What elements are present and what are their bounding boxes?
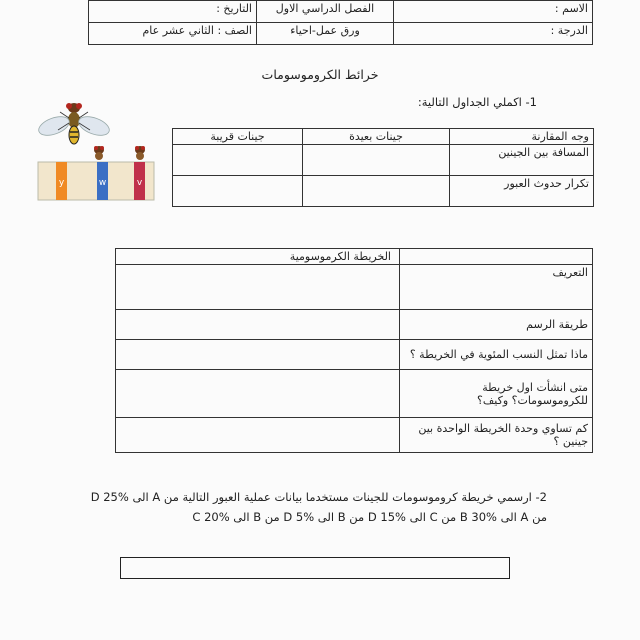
drawing-answer-box[interactable] — [120, 557, 510, 579]
header-table — [88, 0, 593, 45]
comparison-row-label: المسافة بين الجينين — [450, 145, 594, 176]
fly-chromosome-figure — [36, 90, 156, 205]
date-label: التاريخ : — [89, 1, 257, 23]
answer-cell[interactable] — [116, 265, 400, 310]
class-label: الصف : الثاني عشر عام — [89, 23, 257, 45]
comparison-header: جينات قريبة — [173, 129, 303, 145]
small-fly-icon — [135, 146, 145, 160]
question-2-line-1: 2- ارسمي خريطة كروموسومات للجينات مستخدما بيانات عملية العبور التالية من A الى D 25% — [90, 490, 547, 504]
answer-cell[interactable] — [116, 310, 400, 340]
answer-cell[interactable] — [116, 370, 400, 418]
answer-cell[interactable] — [303, 176, 450, 207]
question-1: 1- اكملي الجداول التالية: — [417, 95, 537, 109]
gene-label-y: y — [58, 178, 65, 188]
name-label: الاسم : — [394, 1, 593, 23]
chromosome-map-table — [115, 248, 593, 453]
worksheet-label: ورق عمل-احياء — [257, 23, 394, 45]
question-2 — [87, 487, 547, 527]
comparison-header: وجه المقارنة — [450, 129, 594, 145]
question-2-line-2: من A الى B 30% من C الى D 15% من B الى D 5% من B الى C 20% — [192, 510, 547, 524]
answer-cell[interactable] — [173, 176, 303, 207]
answer-cell[interactable] — [173, 145, 303, 176]
answer-cell[interactable] — [116, 418, 400, 453]
comparison-row-label: تكرار حدوث العبور — [450, 176, 594, 207]
small-fly-icon — [94, 146, 104, 160]
map-row-label: طريقة الرسم — [400, 310, 593, 340]
gene-label-w: w — [98, 178, 107, 188]
comparison-table — [172, 128, 594, 207]
map-row-label: كم تساوي وحدة الخريطة الواحدة بين جينين ؟ — [400, 418, 593, 453]
gene-label-v: v — [136, 178, 143, 188]
answer-cell[interactable] — [116, 340, 400, 370]
map-row-label: التعريف — [400, 265, 593, 310]
comparison-header: جينات بعيدة — [303, 129, 450, 145]
page-title: خرائط الكروموسومات — [261, 67, 379, 82]
map-row-label: متى انشأت اول خريطة للكروموسومات؟ وكيف؟ — [400, 370, 593, 418]
grade-label: الدرجة : — [394, 23, 593, 45]
map-header: الخريطة الكرموسومية — [116, 249, 400, 265]
map-row-label: ماذا تمثل النسب المئوية في الخريطة ؟ — [400, 340, 593, 370]
fly-icon — [36, 103, 112, 144]
map-header-empty — [400, 249, 593, 265]
answer-cell[interactable] — [303, 145, 450, 176]
semester-label: الفصل الدراسي الاول — [257, 1, 394, 23]
